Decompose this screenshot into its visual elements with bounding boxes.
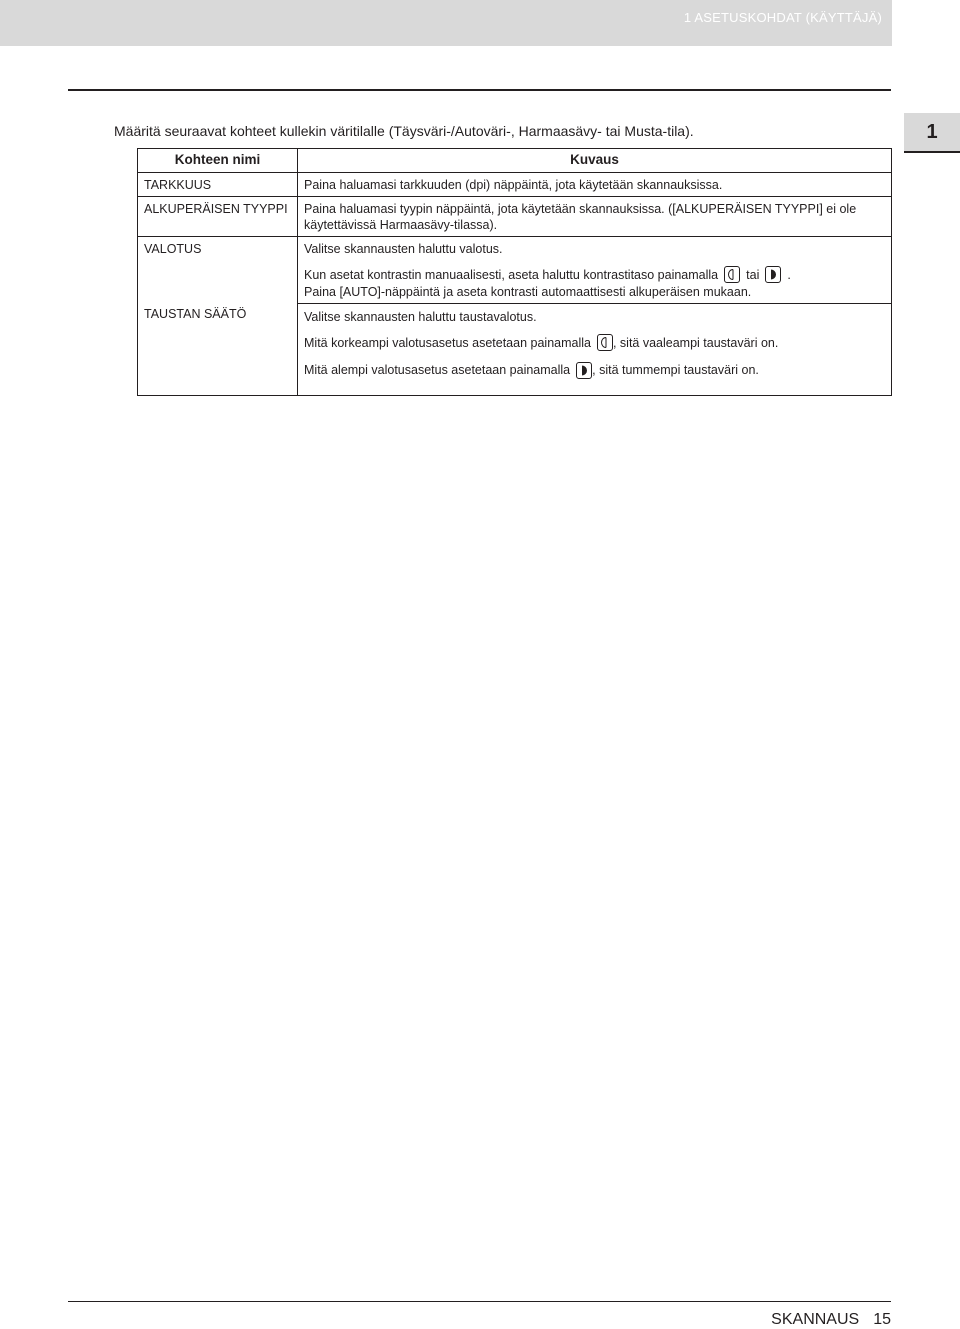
row-desc [298, 304, 892, 396]
row-name: TARKKUUS [138, 173, 298, 197]
chapter-tab: 1 [904, 113, 960, 153]
darker-key-icon [765, 266, 781, 283]
desc-line: Mitä korkeampi valotusasetus asetetaan painamalla , sitä vaaleampi taustaväri on. [304, 336, 779, 351]
lighter-key-icon [597, 334, 613, 351]
table-row [138, 197, 892, 237]
page-number: 15 [873, 1311, 891, 1328]
page-footer [757, 1311, 891, 1329]
row-desc [298, 237, 892, 304]
row-name: VALOTUS [138, 237, 298, 304]
table-row [138, 173, 892, 197]
row-name: TAUSTAN SÄÄTÖ [138, 304, 298, 396]
row-desc: Paina haluamasi tarkkuuden (dpi) näppäintä, jota käytetään skannauksissa. [298, 173, 892, 197]
header-name: Kohteen nimi [138, 149, 298, 173]
table-row [138, 237, 892, 304]
desc-line: Valitse skannausten haluttu valotus. [304, 242, 503, 256]
desc-line: Mitä alempi valotusasetus asetetaan painamalla , sitä tummempi taustaväri on. [304, 363, 759, 378]
darker-key-icon [576, 362, 592, 379]
footer-rule [68, 1301, 891, 1302]
footer-section: SKANNAUS [771, 1311, 860, 1328]
header-desc: Kuvaus [298, 149, 892, 173]
row-name: ALKUPERÄISEN TYYPPI [138, 197, 298, 237]
row-desc: Paina haluamasi tyypin näppäintä, jota käytetään skannauksissa. ([ALKUPERÄISEN TYYPPI] ei ole käytettävissä Harmaasävy-tilassa). [298, 197, 892, 237]
desc-line: Kun asetat kontrastin manuaalisesti, aseta haluttu kontrastitaso painamalla tai . [304, 268, 791, 282]
header-band [0, 0, 892, 46]
settings-table [137, 148, 892, 396]
table-row [138, 304, 892, 396]
lighter-key-icon [724, 266, 740, 283]
running-header-title: 1 ASETUSKOHDAT (KÄYTTÄJÄ) [683, 10, 882, 25]
desc-line: Paina [AUTO]-näppäintä ja aseta kontrasti automaattisesti alkuperäisen mukaan. [304, 285, 752, 300]
header-rule [68, 89, 891, 91]
desc-line: Valitse skannausten haluttu taustavalotus. [304, 310, 537, 325]
intro-paragraph: Määritä seuraavat kohteet kullekin väritilalle (Täysväri-/Autoväri-, Harmaasävy- tai Musta-tila). [114, 123, 694, 139]
table-header-row [138, 149, 892, 173]
